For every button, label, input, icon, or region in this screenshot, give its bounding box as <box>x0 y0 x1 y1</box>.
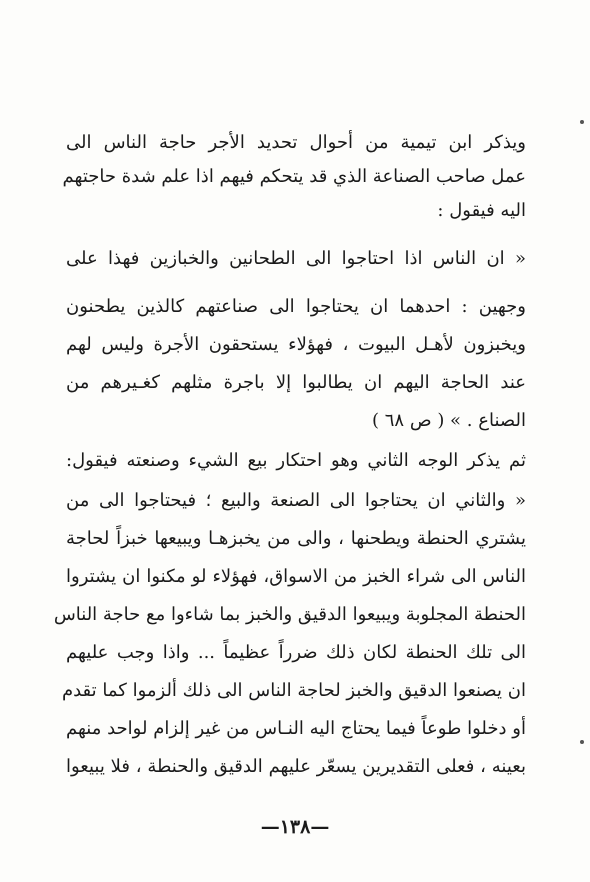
edge-mark-bottom-right <box>580 740 584 744</box>
text-line: عمل صاحب الصناعة الذي قد يتحكم فيهم اذا علم شدة حاجتهم <box>62 166 526 187</box>
page-number: —١٣٨— <box>260 816 330 838</box>
text-line: وجهين : احدهما ان يحتاجوا الى صناعتهم كالذين يطحنون <box>66 296 526 317</box>
text-line: أو دخلوا طوعاً فيما يحتاج اليه النـاس من غير إلزام لواحد منهم <box>66 718 526 739</box>
text-line: بعينه ، فعلى التقديرين يسعّر عليهم الدقيق والحنطة ، فلا يبيعوا <box>66 756 526 777</box>
text-line: الى تلك الحنطة لكان ذلك ضرراً عظيماً ... واذا وجب عليهم <box>66 642 526 663</box>
text-line: عند الحاجة اليهم ان يطالبوا إلا باجرة مثلهم كغـيرهم من <box>66 372 526 393</box>
text-line: ويخبزون لأهـل البيوت ، فهؤلاء يستحقون الأجرة وليس لهم <box>66 334 526 355</box>
text-line: ان يصنعوا الدقيق والخبز لحاجة الناس الى ذلك ألزموا كما تقدم <box>61 680 526 701</box>
text-line: ثم يذكر الوجه الثاني وهو احتكار بيع الشيء وصنعته فيقول: <box>66 450 526 471</box>
text-line: الحنطة المجلوبة ويبيعوا الدقيق والخبز بما شاءوا مع حاجة الناس <box>53 604 526 625</box>
text-line: « ان الناس اذا احتاجوا الى الطحانين والخبازين فهذا على <box>66 248 526 269</box>
edge-mark-top-right <box>580 120 584 124</box>
text-line: « والثاني ان يحتاجوا الى الصنعة والبيع ؛ فيحتاجوا الى من <box>66 490 526 511</box>
text-line: اليه فيقول : <box>437 200 526 221</box>
text-line: ويذكر ابن تيمية من أحوال تحديد الأجر حاجة الناس الى <box>66 132 526 153</box>
text-line: يشتري الحنطة ويطحنها ، والى من يخبزهـا ويبيعها خبزاً لحاجة <box>66 528 526 549</box>
text-line: الصناع . » ( ص ٦٨ ) <box>372 410 526 431</box>
text-line: الناس الى شراء الخبز من الاسواق، فهؤلاء لو مكنوا ان يشتروا <box>66 566 526 587</box>
